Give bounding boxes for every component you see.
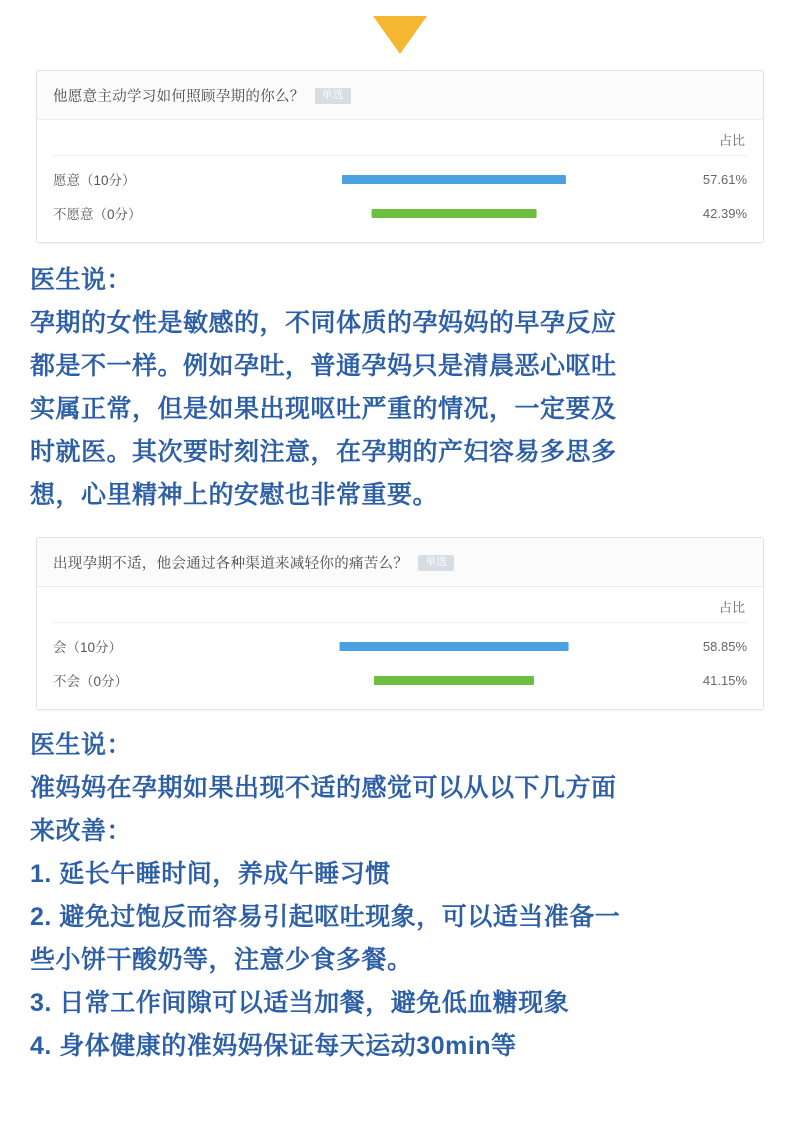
survey-option-row [53, 629, 747, 663]
option-label: 不会（0分） [53, 674, 129, 689]
doctor-line: 1. 延长午睡时间，养成午睡习惯 [30, 860, 391, 888]
option-bar-fill [372, 209, 537, 218]
option-label: 会（10分） [53, 640, 123, 655]
doctor-line: 想，心里精神上的安慰也非常重要。 [30, 481, 439, 509]
survey-card-1 [36, 70, 764, 243]
option-percent: 57.61% [702, 171, 747, 187]
option-label: 不愿意（0分） [53, 207, 142, 222]
survey-body-1 [37, 120, 763, 242]
option-percent: 41.15% [702, 672, 747, 688]
survey-type-badge-2: 单选 [418, 555, 454, 571]
option-bar-track [233, 676, 675, 685]
survey-card-2 [36, 537, 764, 710]
option-bar-track [233, 209, 675, 218]
doctor-line: 2. 避免过饱反而容易引起呕吐现象，可以适当准备一 [30, 903, 621, 931]
option-bar-track [233, 642, 675, 651]
option-percent: 42.39% [702, 205, 747, 221]
option-bar-fill [340, 642, 569, 651]
divider [53, 155, 747, 156]
survey-question-text-2: 出现孕期不适，他会通过各种渠道来减轻你的痛苦么？ [53, 556, 409, 572]
arrow-container [22, 0, 778, 70]
doctor-comment-1 [22, 259, 778, 517]
option-bar-fill [374, 676, 534, 685]
divider [53, 622, 747, 623]
doctor-line: 实属正常，但是如果出现呕吐严重的情况，一定要及 [30, 395, 617, 423]
doctor-comment-2 [22, 724, 778, 1068]
survey-question-header-1 [37, 71, 763, 120]
doctor-line: 些小饼干酸奶等，注意少食多餐。 [30, 946, 413, 974]
survey-type-badge-1: 单选 [315, 88, 351, 104]
doctor-line: 4. 身体健康的准妈妈保证每天运动30min等 [30, 1032, 517, 1060]
ratio-header-label-2: 占比 [718, 600, 745, 615]
survey-question-header-2 [37, 538, 763, 587]
option-bar-fill [342, 175, 566, 184]
ratio-header-label-1: 占比 [718, 133, 745, 148]
option-bar-track [233, 175, 675, 184]
option-percent: 58.85% [702, 638, 747, 654]
survey-question-text-1: 他愿意主动学习如何照顾孕期的你么？ [53, 89, 305, 105]
doctor-line: 来改善： [30, 817, 133, 845]
doctor-line: 时就医。其次要时刻注意，在孕期的产妇容易多思多 [30, 438, 617, 466]
option-label: 愿意（10分） [53, 173, 136, 188]
down-arrow-icon [373, 16, 427, 54]
ratio-header-row-1 [53, 120, 747, 155]
doctor-heading-1: 医生说： [30, 266, 133, 294]
doctor-line: 孕期的女性是敏感的，不同体质的孕妈妈的早孕反应 [30, 309, 617, 337]
doctor-line: 3. 日常工作间隙可以适当加餐，避免低血糖现象 [30, 989, 570, 1017]
survey-body-2 [37, 587, 763, 709]
doctor-line: 准妈妈在孕期如果出现不适的感觉可以从以下几方面 [30, 774, 617, 802]
survey-option-row [53, 162, 747, 196]
ratio-header-row-2 [53, 587, 747, 622]
doctor-line: 都是不一样。例如孕吐，普通孕妈只是清晨恶心呕吐 [30, 352, 617, 380]
doctor-heading-2: 医生说： [30, 731, 133, 759]
survey-option-row [53, 196, 747, 230]
survey-option-row [53, 663, 747, 697]
